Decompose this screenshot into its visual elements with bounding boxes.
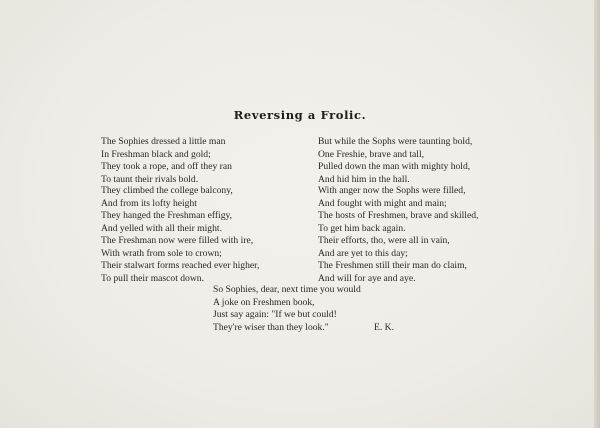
signature: E. K.	[374, 322, 394, 333]
poem-line: To pull their mascot down.	[101, 272, 204, 284]
stanza-left-3	[101, 235, 259, 285]
poem-line: Their efforts, tho, were all in vain,	[318, 235, 450, 246]
poem-line: And fought with might and main;	[318, 197, 447, 209]
poem-line: They climbed the college balcony,	[101, 185, 233, 196]
poem-line: They hanged the Freshman effigy,	[101, 210, 233, 222]
poem-line: A joke on Freshmen book,	[213, 296, 315, 308]
poem-line: Just say again: "If we but could!	[213, 309, 337, 321]
poem-line: The hosts of Freshmen, brave and skilled,	[318, 210, 479, 222]
poem-line: One Freshie, brave and tall,	[318, 148, 425, 160]
poem-line: In Freshman black and gold;	[101, 148, 211, 160]
stanza-right-1	[318, 136, 472, 186]
stanza-final	[213, 284, 361, 334]
poem-line: Their stalwart forms reached ever higher,	[101, 260, 260, 272]
poem-line: But while the Sophs were taunting bold,	[318, 136, 473, 147]
poem-line: They took a rope, and off they ran	[101, 161, 232, 173]
poem-line: Pulled down the man with mighty hold,	[318, 161, 471, 173]
poem-title: Reversing a Frolic.	[233, 108, 367, 122]
poem-line: And will for aye and aye.	[318, 272, 416, 284]
poem-line: To get him back again.	[318, 222, 406, 234]
poem-line: And from its lofty height	[101, 197, 197, 209]
poem-line: And are yet to this day;	[318, 247, 408, 259]
page-edge	[594, 0, 600, 428]
stanza-left-2	[101, 185, 233, 235]
poem-line: The Sophies dressed a little man	[101, 136, 226, 147]
poem-line: And hid him in the hall.	[318, 173, 410, 185]
stanza-right-2	[318, 185, 478, 235]
poem-line: So Sophies, dear, next time you would	[213, 284, 361, 295]
poem-line: With wrath from sole to crown;	[101, 247, 222, 259]
poem-line: They're wiser than they look."	[213, 321, 329, 333]
poem-line: The Freshmen still their man do claim,	[318, 260, 467, 272]
poem-line: To taunt their rivals bold.	[101, 173, 199, 185]
poem-line: The Freshman now were filled with ire,	[101, 235, 254, 246]
poem-line: With anger now the Sophs were filled,	[318, 185, 466, 196]
stanza-right-3	[318, 235, 467, 285]
stanza-left-1	[101, 136, 232, 186]
poem-line: And yelled with all their might.	[101, 222, 222, 234]
